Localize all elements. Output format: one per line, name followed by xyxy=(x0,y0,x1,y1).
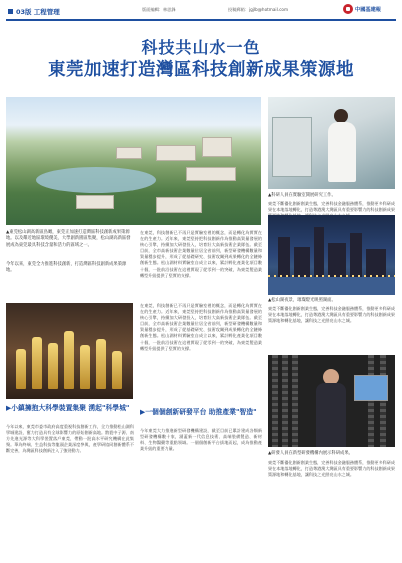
article-body-col3-bottom: 東莞不斷優化創新創業生態，完善科技金融服務體系，推動更多科研成果在本地落地轉化，打造粵港澳大灣區具有重要影響力的科技創新成果策源地和轉化基地，讓科技之光照亮山水之城。 xyxy=(268,460,395,478)
night-skyline-photo xyxy=(268,215,395,295)
page-section-label xyxy=(8,5,60,17)
page-section-text: 03版 工程管理 xyxy=(16,7,60,16)
headline-line-2: 東莞加速打造灣區科技創新成果策源地 xyxy=(48,60,354,80)
article-body-col2-continued: 在東莞，科技創新已不再只是實驗室裡的概念，而是轉化為實實在在的生產力。近年來，東莞堅持把科技創新作為推動高質量發展的核心引擎，持續加大研發投入，培育壯大高新技術企業隊伍。截至目前，全市高新技術企業數量位居全省前列，新型研發機構數量和質量穩步提升，形成了從基礎研究、技術攻關到成果轉化的全鏈條創新生態。松山湖材料實驗室自成立以來，累計孵化產業化項目數十個，一批前沿技術在這裡實現了從零到一的突破，為東莞製造業轉型升級提供了堅實的支撐。 xyxy=(140,303,262,351)
aerial-campus-photo xyxy=(6,97,261,225)
logo-mark-icon xyxy=(343,4,353,14)
headline-line-1: 科技共山水一色 xyxy=(141,38,261,57)
hall-photo-caption: ▲研發人員在新型研發機構內展示科研成果。 xyxy=(268,451,353,456)
main-photo-caption-2: 今年以來，東莞全力推進科技創新，打造灣區科技創新成果策源地。 xyxy=(6,262,127,274)
editor-credit: 版面編輯：林思鋒 xyxy=(142,7,176,12)
submission-email: 投稿郵箱：jgjlb@hotmail.com xyxy=(228,7,289,12)
lab-photo-caption: ▲科研人員在實驗室開展研究工作。 xyxy=(268,193,336,198)
trophies-photo xyxy=(6,303,133,399)
logo-text: 中國基建報 xyxy=(355,6,381,13)
article-body-col2: 在東莞，科技創新已不再只是實驗室裡的概念，而是轉化為實實在在的生產力。近年來，東莞堅持把科技創新作為推動高質量發展的核心引擎，持續加大研發投入，培育壯大高新技術企業隊伍。截至目前，全市高新技術企業數量位居全省前列，新型研發機構數量和質量穩步提升，形成了從基礎研究、技術攻關到成果轉化的全鏈條創新生態。松山湖材料實驗室自成立以來，累計孵化產業化項目數十個，一批前沿技術在這裡實現了從零到一的突破，為東莞製造業轉型升級提供了堅實的支撐。 xyxy=(140,230,262,278)
section-2-heading: ▶一個個創新研發平台 助推產業"智造" xyxy=(140,408,257,416)
article-body-col3-top: 東莞不斷優化創新創業生態，完善科技金融服務體系，推動更多科研成果在本地落地轉化，打造粵港澳大灣區具有重要影響力的科技創新成果 xyxy=(268,201,395,213)
laboratory-photo xyxy=(268,97,395,189)
newspaper-logo xyxy=(343,4,381,14)
article-body-section-2: 今年東莞大力推進新型研發機構建設，截至目前已累計建成各類新型研發機構數十家，涵蓋新一代信息技術、高端裝備製造、新材料、生物醫藥等重點領域。一個個創新平台拔地而起，成為推動產業升級的重要力量。 xyxy=(140,428,262,452)
main-photo-caption: ▲東莞松山湖高新區鳥瞰，東莞正加速打造灣區科技創新成果策源地。以及鄰近地區環境優美，大學創新園區集聚，松山湖高新區發展成為東莞最具科技含量和活力的區域之一。 xyxy=(6,230,131,248)
header-rule xyxy=(6,19,396,21)
article-body-col1: 今年以來，東莞市委市政府高度重視科技創新工作，全力推動松山湖科學城建設，奮力打造具有全球影響力的原始創新高地。散裂中子源、南方先進光源等大科學裝置落戶東莞，帶動一批高水平研究機構在此集聚。華為終端、生益科技等龍頭企業深度參與，產學研協同創新體系不斷完善，為灣區科技創新注入了強勁動力。 xyxy=(6,424,134,454)
article-body-col3-mid: 東莞不斷優化創新創業生態，完善科技金融服務體系，推動更多科研成果在本地落地轉化，打造粵港澳大灣區具有重要影響力的科技創新成果策源地和轉化基地，讓科技之光照亮山水之城。 xyxy=(268,306,395,324)
researcher-hall-photo xyxy=(268,355,395,447)
section-1-heading: ▶小鎮擁抱大科學裝置集聚 湧起"科學城" xyxy=(6,404,130,412)
night-photo-caption: ▲松山湖夜景，璀璨燈光映照湖面。 xyxy=(268,298,336,303)
section-square-icon xyxy=(8,9,13,14)
